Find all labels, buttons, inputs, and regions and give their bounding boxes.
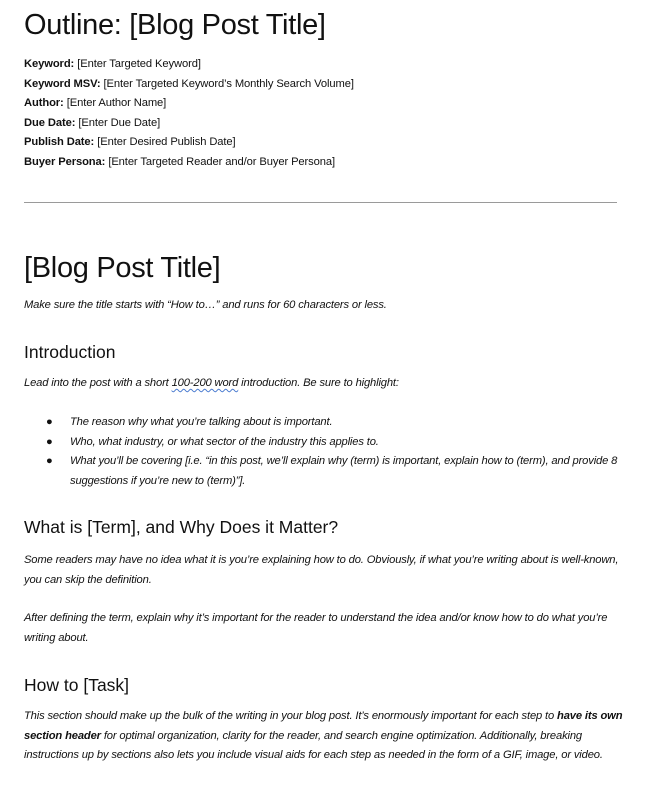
meta-buyer-persona: Buyer Persona: [Enter Targeted Reader and/or Buyer Persona]: [24, 155, 336, 168]
what-is-paragraph-1: Some readers may have no idea what it is you’re explaining how to do. Obviously, if what you’re writing about is well-known, you can skip the definition.: [24, 554, 619, 586]
meta-keyword-msv: Keyword MSV: [Enter Targeted Keyword’s Monthly Search Volume]: [24, 77, 354, 90]
post-title-note: Make sure the title starts with “How to…” and runs for 60 characters or less.: [24, 299, 387, 311]
list-item: ● The reason why what you’re talking about is important.: [24, 413, 634, 433]
post-title: [Blog Post Title]: [24, 252, 221, 284]
divider: [24, 202, 617, 203]
bullet-icon: ●: [46, 455, 53, 468]
how-to-paragraph: This section should make up the bulk of the writing in your blog post. It’s enormously important for each step to have its own section header for optimal organization, clarity for the reader, and search engine optimization. Additionally, breaking instructions up by sections also lets you include visual aids for each step as needed in the form of a GIF, image, or video.: [24, 710, 623, 762]
meta-keyword: Keyword: [Enter Targeted Keyword]: [24, 58, 201, 70]
what-is-paragraph-2: After defining the term, explain why it’s important for the reader to understand the idea and/or know how to do what you’re writing about.: [24, 612, 608, 644]
meta-due-date: Due Date: [Enter Due Date]: [24, 116, 161, 129]
intro-bullets: [24, 413, 634, 491]
intro-text: Lead into the post with a short 100-200 word introduction. Be sure to highlight:: [24, 377, 399, 389]
spellcheck-flagged-text[interactable]: 100-200 word: [171, 377, 239, 389]
metadata-list: [24, 55, 354, 173]
list-item: ● What you’ll be covering [i.e. “in this post, we’ll explain why (term) is important, explain how to (term), and provide 8 suggestions if you’re new to (term)”].: [24, 452, 634, 491]
how-to-heading: How to [Task]: [24, 675, 130, 695]
meta-author: Author: [Enter Author Name]: [24, 97, 167, 110]
intro-heading: Introduction: [24, 342, 116, 362]
bullet-icon: ●: [46, 435, 53, 448]
list-item: ● Who, what industry, or what sector of the industry this applies to.: [24, 433, 634, 453]
meta-publish-date: Publish Date: [Enter Desired Publish Date]: [24, 136, 236, 149]
outline-title: Outline: [Blog Post Title]: [24, 9, 326, 41]
bullet-icon: ●: [46, 416, 53, 428]
what-is-heading: What is [Term], and Why Does it Matter?: [24, 517, 339, 537]
